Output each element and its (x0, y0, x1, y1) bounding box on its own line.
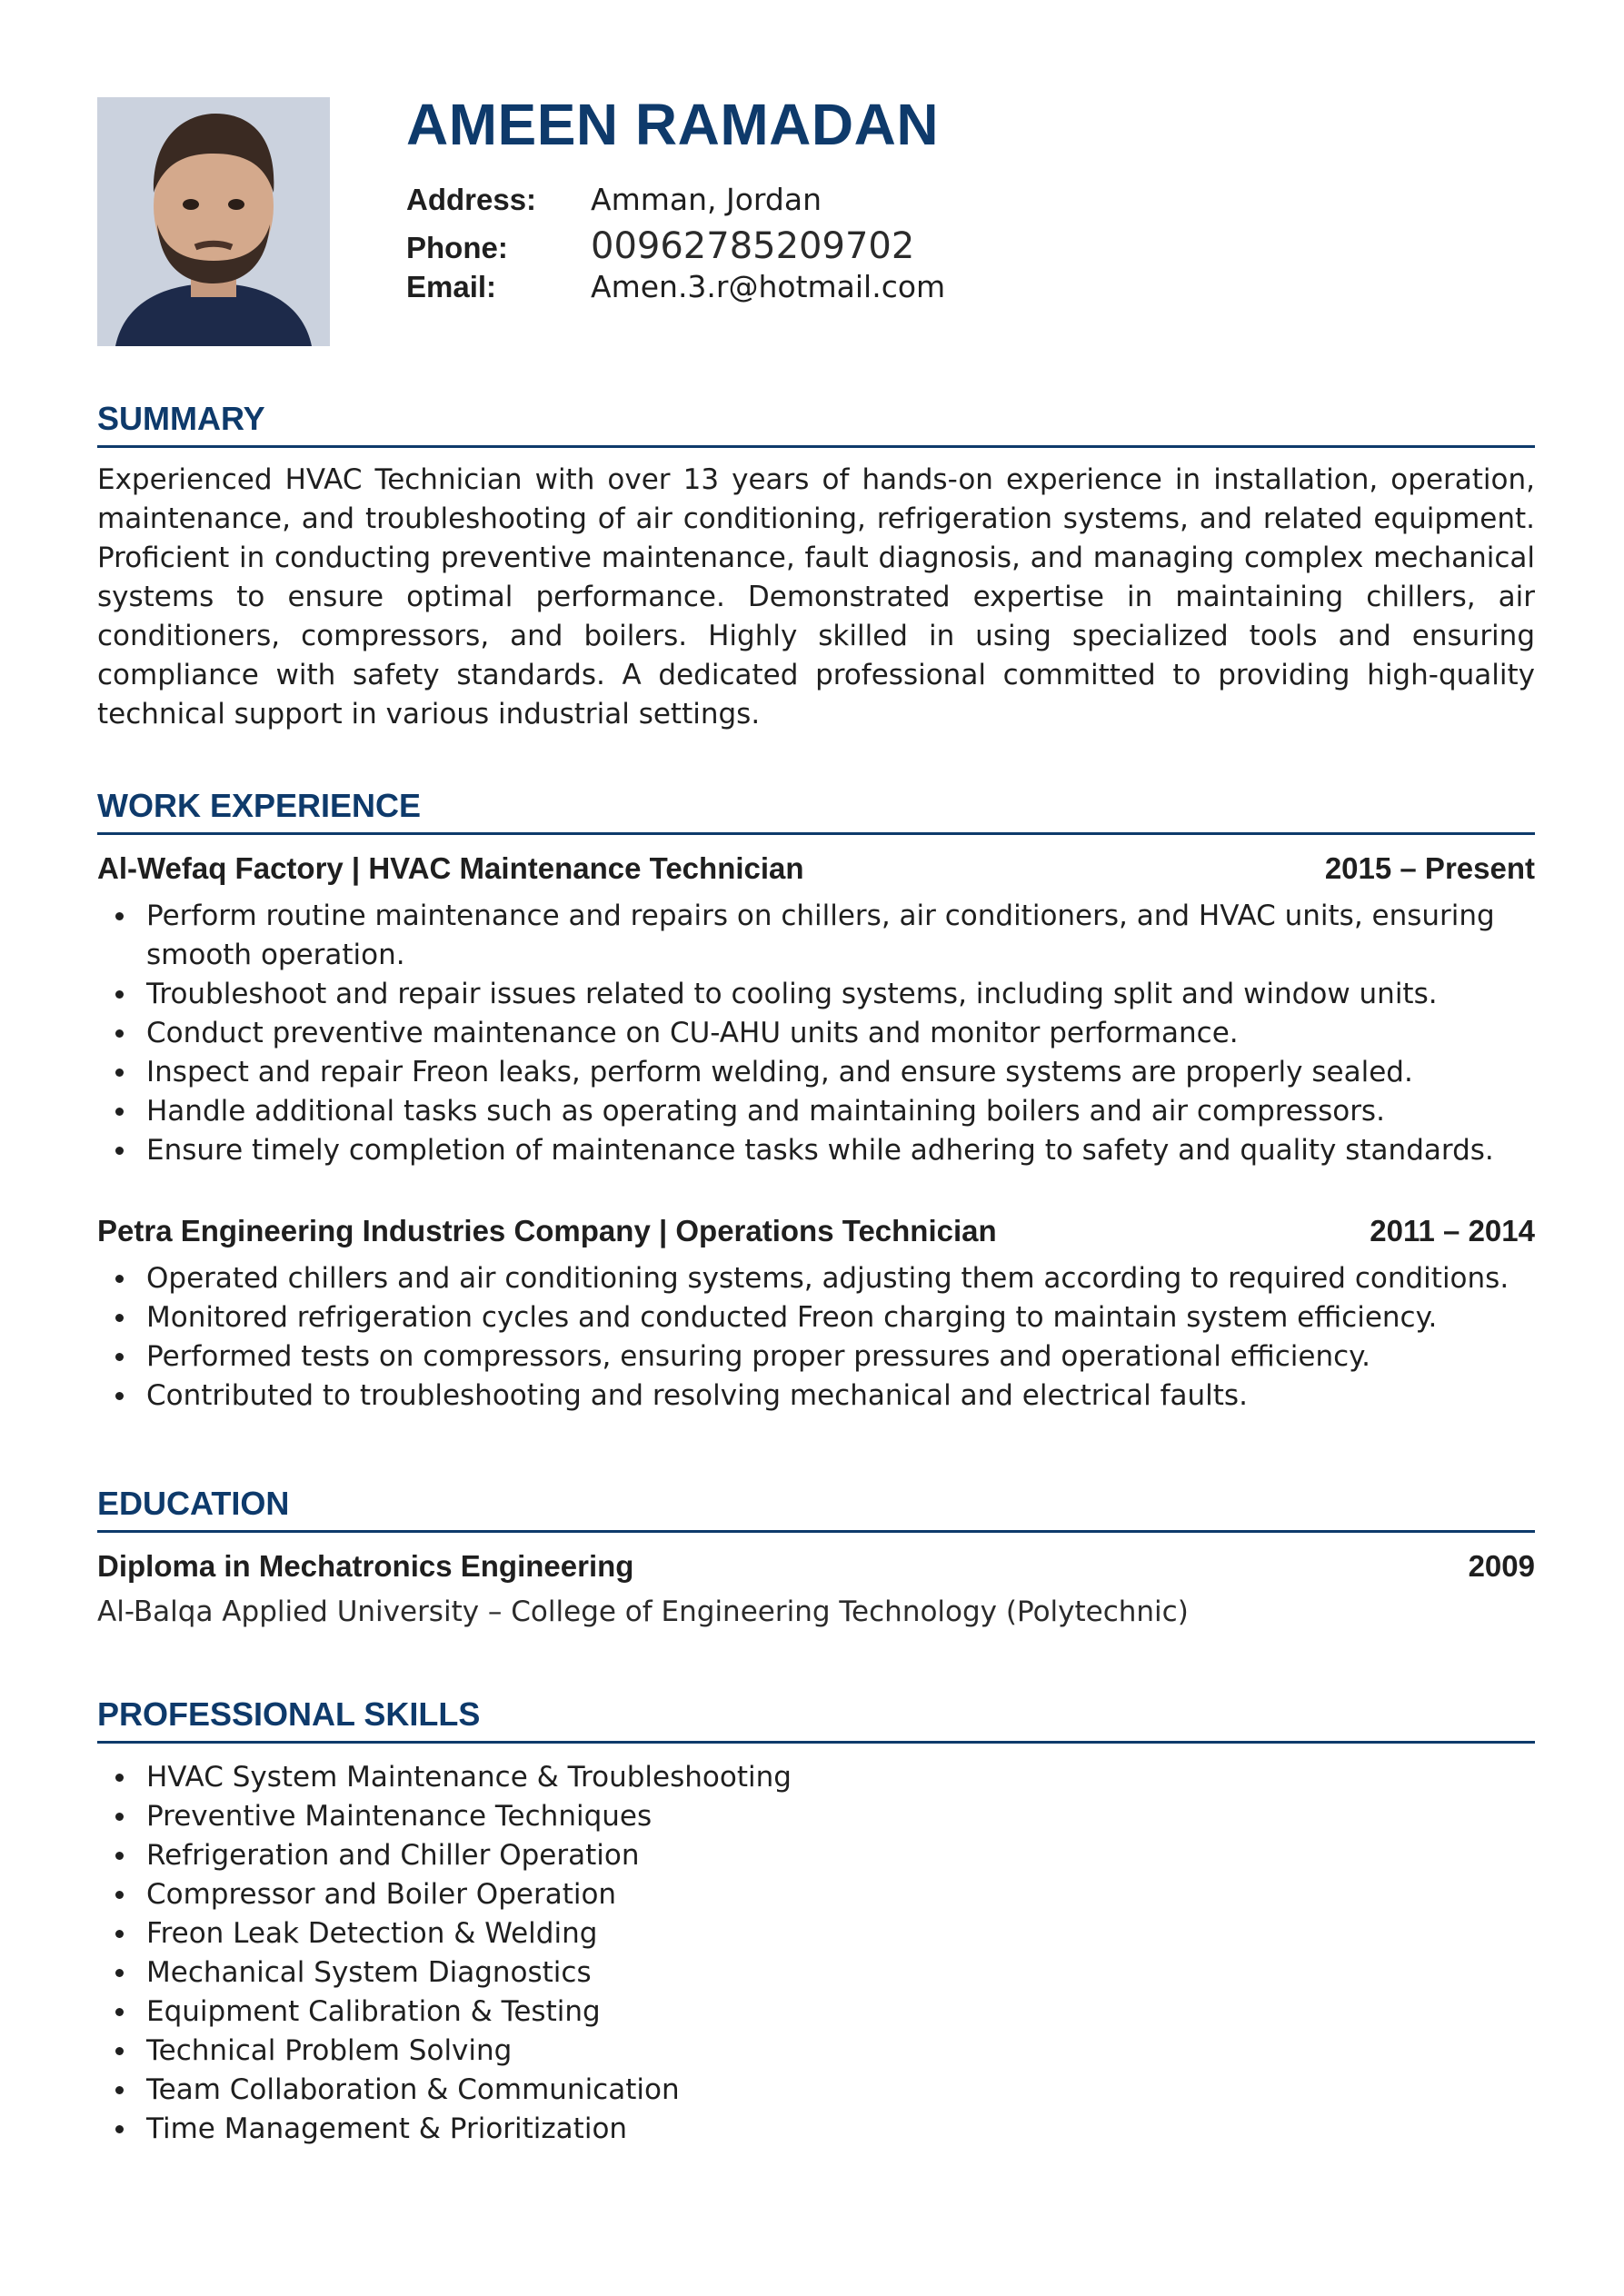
list-item: Perform routine maintenance and repairs on chillers, air conditioners, and HVAC units, ensuring smooth operation. (97, 897, 1535, 975)
contact-phone-row (406, 225, 945, 269)
address-label: Address: (406, 183, 537, 216)
job-dates: 2015 – Present (1324, 851, 1535, 885)
job-title: Al-Wefaq Factory | HVAC Maintenance Technician (97, 851, 804, 885)
candidate-name: AMEEN RAMADAN (406, 92, 940, 157)
email-label: Email: (406, 270, 497, 303)
list-item: Contributed to troubleshooting and resolving mechanical and electrical faults. (97, 1377, 1535, 1416)
job-dates: 2011 – 2014 (1370, 1214, 1535, 1247)
summary-heading: SUMMARY (97, 400, 1535, 448)
job-duties-list (97, 897, 1535, 1170)
list-item: Refrigeration and Chiller Operation (97, 1836, 1535, 1875)
job-header (97, 851, 1535, 886)
job-duties-list (97, 1259, 1535, 1416)
address-value: Amman, Jordan (591, 182, 822, 217)
work-experience-heading: WORK EXPERIENCE (97, 787, 1535, 835)
work-experience-section (97, 787, 1535, 1416)
list-item: Conduct preventive maintenance on CU-AHU units and monitor performance. (97, 1014, 1535, 1053)
list-item: Inspect and repair Freon leaks, perform welding, and ensure systems are properly sealed. (97, 1053, 1535, 1092)
list-item: Equipment Calibration & Testing (97, 1993, 1535, 2032)
skills-list (97, 1758, 1535, 2149)
summary-text: Experienced HVAC Technician with over 13 years of hands-on experience in installation, operation, maintenance, and troubleshooting of air conditioning, refrigeration systems, and related equipment. Proficient in conducting preventive maintenance, fault diagnosis, and managing complex mechanical systems to ensure optimal performance. Demonstrated expertise in maintaining chillers, air conditioners, compressors, and boilers. Highly skilled in using specialized tools and ensuring compliance with safety standards. A dedicated professional committed to providing high-quality technical support in various industrial settings. (97, 463, 1535, 731)
graduation-year: 2009 (1468, 1549, 1535, 1583)
list-item: HVAC System Maintenance & Troubleshooting (97, 1758, 1535, 1797)
list-item: Freon Leak Detection & Welding (97, 1914, 1535, 1953)
skills-section (97, 1695, 1535, 2149)
email-value: Amen.3.r@hotmail.com (591, 269, 946, 304)
phone-value: 00962785209702 (591, 225, 915, 267)
contact-email-row (406, 269, 945, 313)
skills-heading: PROFESSIONAL SKILLS (97, 1695, 1535, 1744)
list-item: Monitored refrigeration cycles and conducted Freon charging to maintain system efficiency. (97, 1298, 1535, 1337)
phone-label: Phone: (406, 231, 508, 264)
degree-title: Diploma in Mechatronics Engineering (97, 1549, 634, 1583)
list-item: Mechanical System Diagnostics (97, 1953, 1535, 1993)
portrait-image (97, 97, 330, 346)
list-item: Time Management & Prioritization (97, 2110, 1535, 2149)
education-header (97, 1549, 1535, 1584)
contact-address-row (406, 182, 945, 225)
list-item: Troubleshoot and repair issues related to cooling systems, including split and window units. (97, 975, 1535, 1014)
list-item: Compressor and Boiler Operation (97, 1875, 1535, 1914)
education-heading: EDUCATION (97, 1485, 1535, 1533)
list-item: Ensure timely completion of maintenance tasks while adhering to safety and quality standards. (97, 1131, 1535, 1170)
education-section (97, 1485, 1535, 1632)
list-item: Team Collaboration & Communication (97, 2071, 1535, 2110)
list-item: Performed tests on compressors, ensuring proper pressures and operational efficiency. (97, 1337, 1535, 1377)
institution-name: Al-Balqa Applied University – College of Engineering Technology (Polytechnic) (97, 1595, 1189, 1628)
list-item: Handle additional tasks such as operating and maintaining boilers and air compressors. (97, 1092, 1535, 1131)
job-title: Petra Engineering Industries Company | Operations Technician (97, 1214, 997, 1247)
summary-section (97, 400, 1535, 734)
list-item: Operated chillers and air conditioning systems, adjusting them according to required conditions. (97, 1259, 1535, 1298)
profile-photo (97, 97, 330, 346)
contact-details (406, 182, 945, 313)
list-item: Preventive Maintenance Techniques (97, 1797, 1535, 1836)
job-header (97, 1214, 1535, 1248)
list-item: Technical Problem Solving (97, 2032, 1535, 2071)
